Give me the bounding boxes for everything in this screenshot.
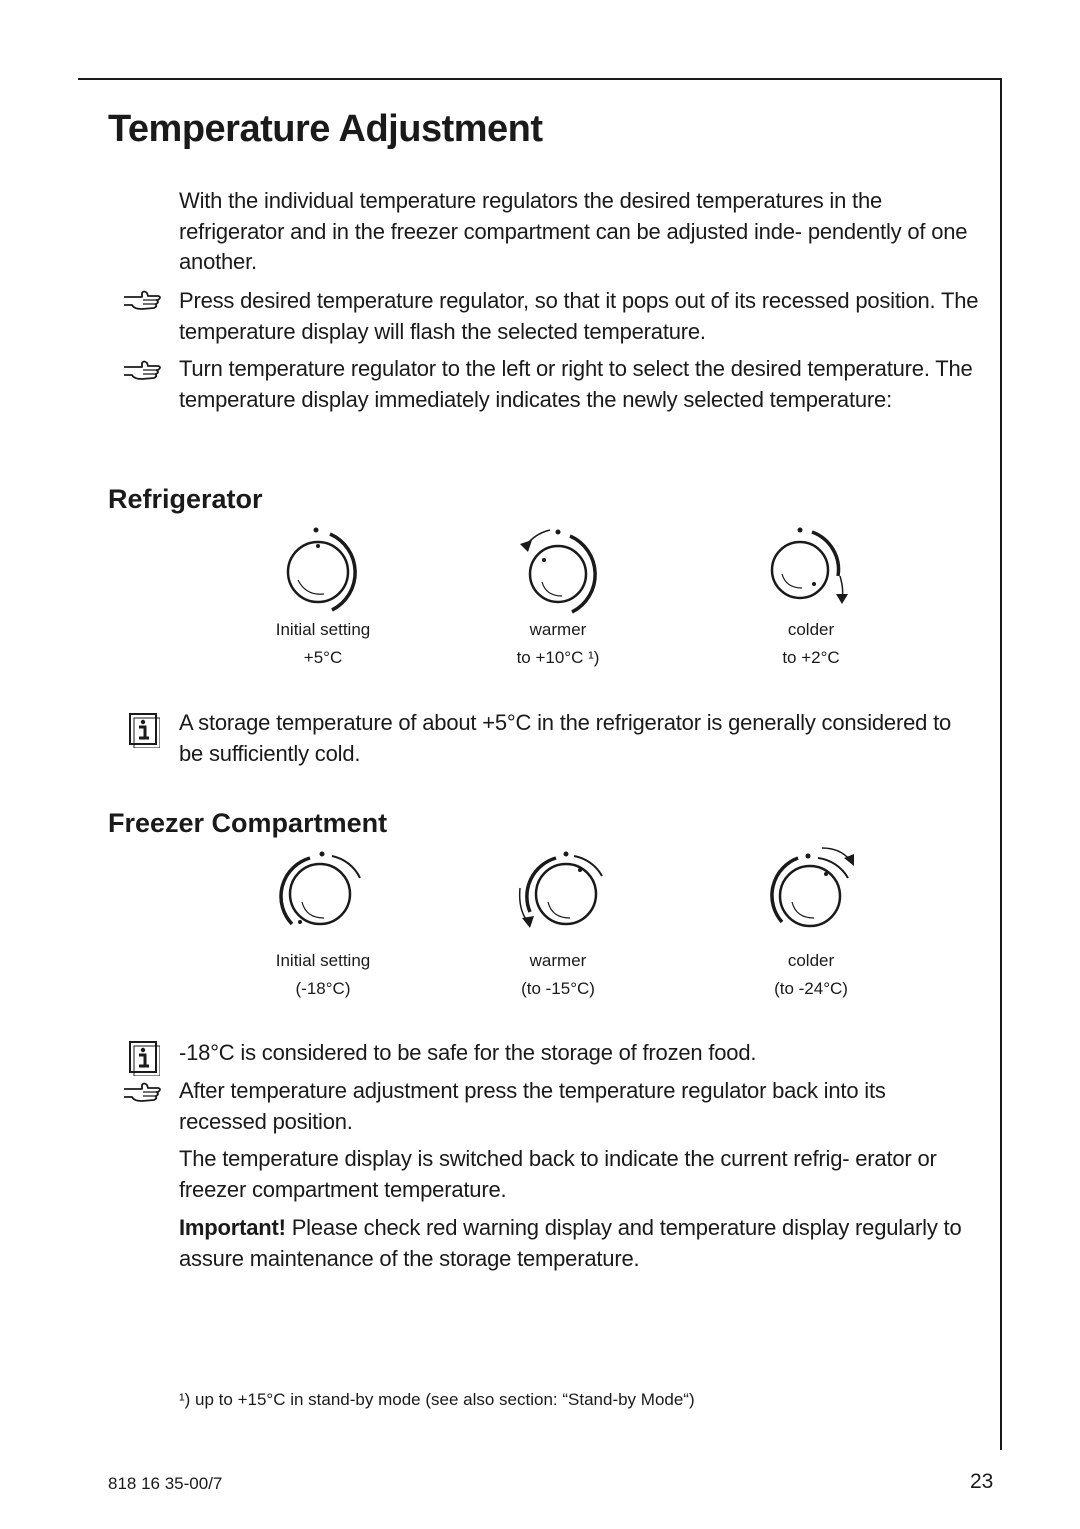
top-rule [78, 78, 1002, 80]
freezer-dial-warmer-icon [506, 848, 616, 948]
refrigerator-label-initial: Initial setting [275, 620, 371, 639]
info-icon [128, 1040, 160, 1076]
freezer-value-initial: (-18°C) [295, 979, 351, 998]
pointing-hand-icon [122, 1080, 164, 1104]
step-recess-regulator: After temperature adjustment press the temperature regulator back into its recessed position. [179, 1078, 886, 1134]
pointing-hand-icon [122, 288, 164, 312]
document-number: 818 16 35-00/7 [108, 1474, 223, 1493]
intro-paragraph: With the individual temperature regulators the desired temperatures in the refrigerator and in the freezer compartment can be adjusted inde- pendently of one another. [179, 188, 968, 274]
freezer-label-colder: colder [787, 951, 835, 970]
refrigerator-value-colder: to +2°C [782, 648, 840, 667]
page-number: 23 [970, 1470, 994, 1493]
pointing-hand-icon [122, 358, 164, 382]
freezer-dial-colder-icon [762, 844, 872, 944]
refrigerator-dial-warmer-icon [506, 520, 616, 620]
info-icon [128, 712, 160, 748]
freezer-label-warmer: warmer [529, 951, 587, 970]
refrigerator-value-warmer: to +10°C ¹) [516, 648, 600, 667]
important-note [179, 1213, 979, 1274]
freezer-heading: Freezer Compartment [108, 808, 388, 838]
freezer-info-text: -18°C is considered to be safe for the storage of frozen food. [179, 1040, 757, 1065]
refrigerator-dial-colder-icon [756, 520, 866, 620]
freezer-value-colder: (to -24°C) [774, 979, 848, 998]
step-press-regulator: Press desired temperature regulator, so that it pops out of its recessed position. The temperature display will flash the selected temperature. [179, 288, 979, 344]
refrigerator-heading: Refrigerator [108, 484, 263, 514]
page-title: Temperature Adjustment [108, 108, 543, 150]
refrigerator-label-warmer: warmer [529, 620, 587, 639]
display-note: The temperature display is switched back to indicate the current refrig- erator or freezer compartment temperature. [179, 1146, 937, 1202]
refrigerator-info-text: A storage temperature of about +5°C in the refrigerator is generally considered to be sufficiently cold. [179, 710, 952, 766]
refrigerator-label-colder: colder [787, 620, 835, 639]
important-text: Please check red warning display and temperature display regularly to assure maintenance of the storage temperature. [179, 1215, 962, 1271]
freezer-value-warmer: (to -15°C) [521, 979, 595, 998]
freezer-dial-initial-icon [270, 848, 380, 948]
important-label: Important! [179, 1215, 286, 1240]
step-turn-regulator: Turn temperature regulator to the left or right to select the desired temperature. The temperature display immediately indicates the newly selected temperature: [179, 356, 973, 412]
freezer-label-initial: Initial setting [275, 951, 371, 970]
footnote: ¹) up to +15°C in stand-by mode (see also section: “Stand-by Mode“) [179, 1390, 695, 1409]
refrigerator-dial-initial-icon [270, 520, 380, 620]
refrigerator-value-initial: +5°C [303, 648, 343, 667]
right-rule [1000, 78, 1002, 1450]
